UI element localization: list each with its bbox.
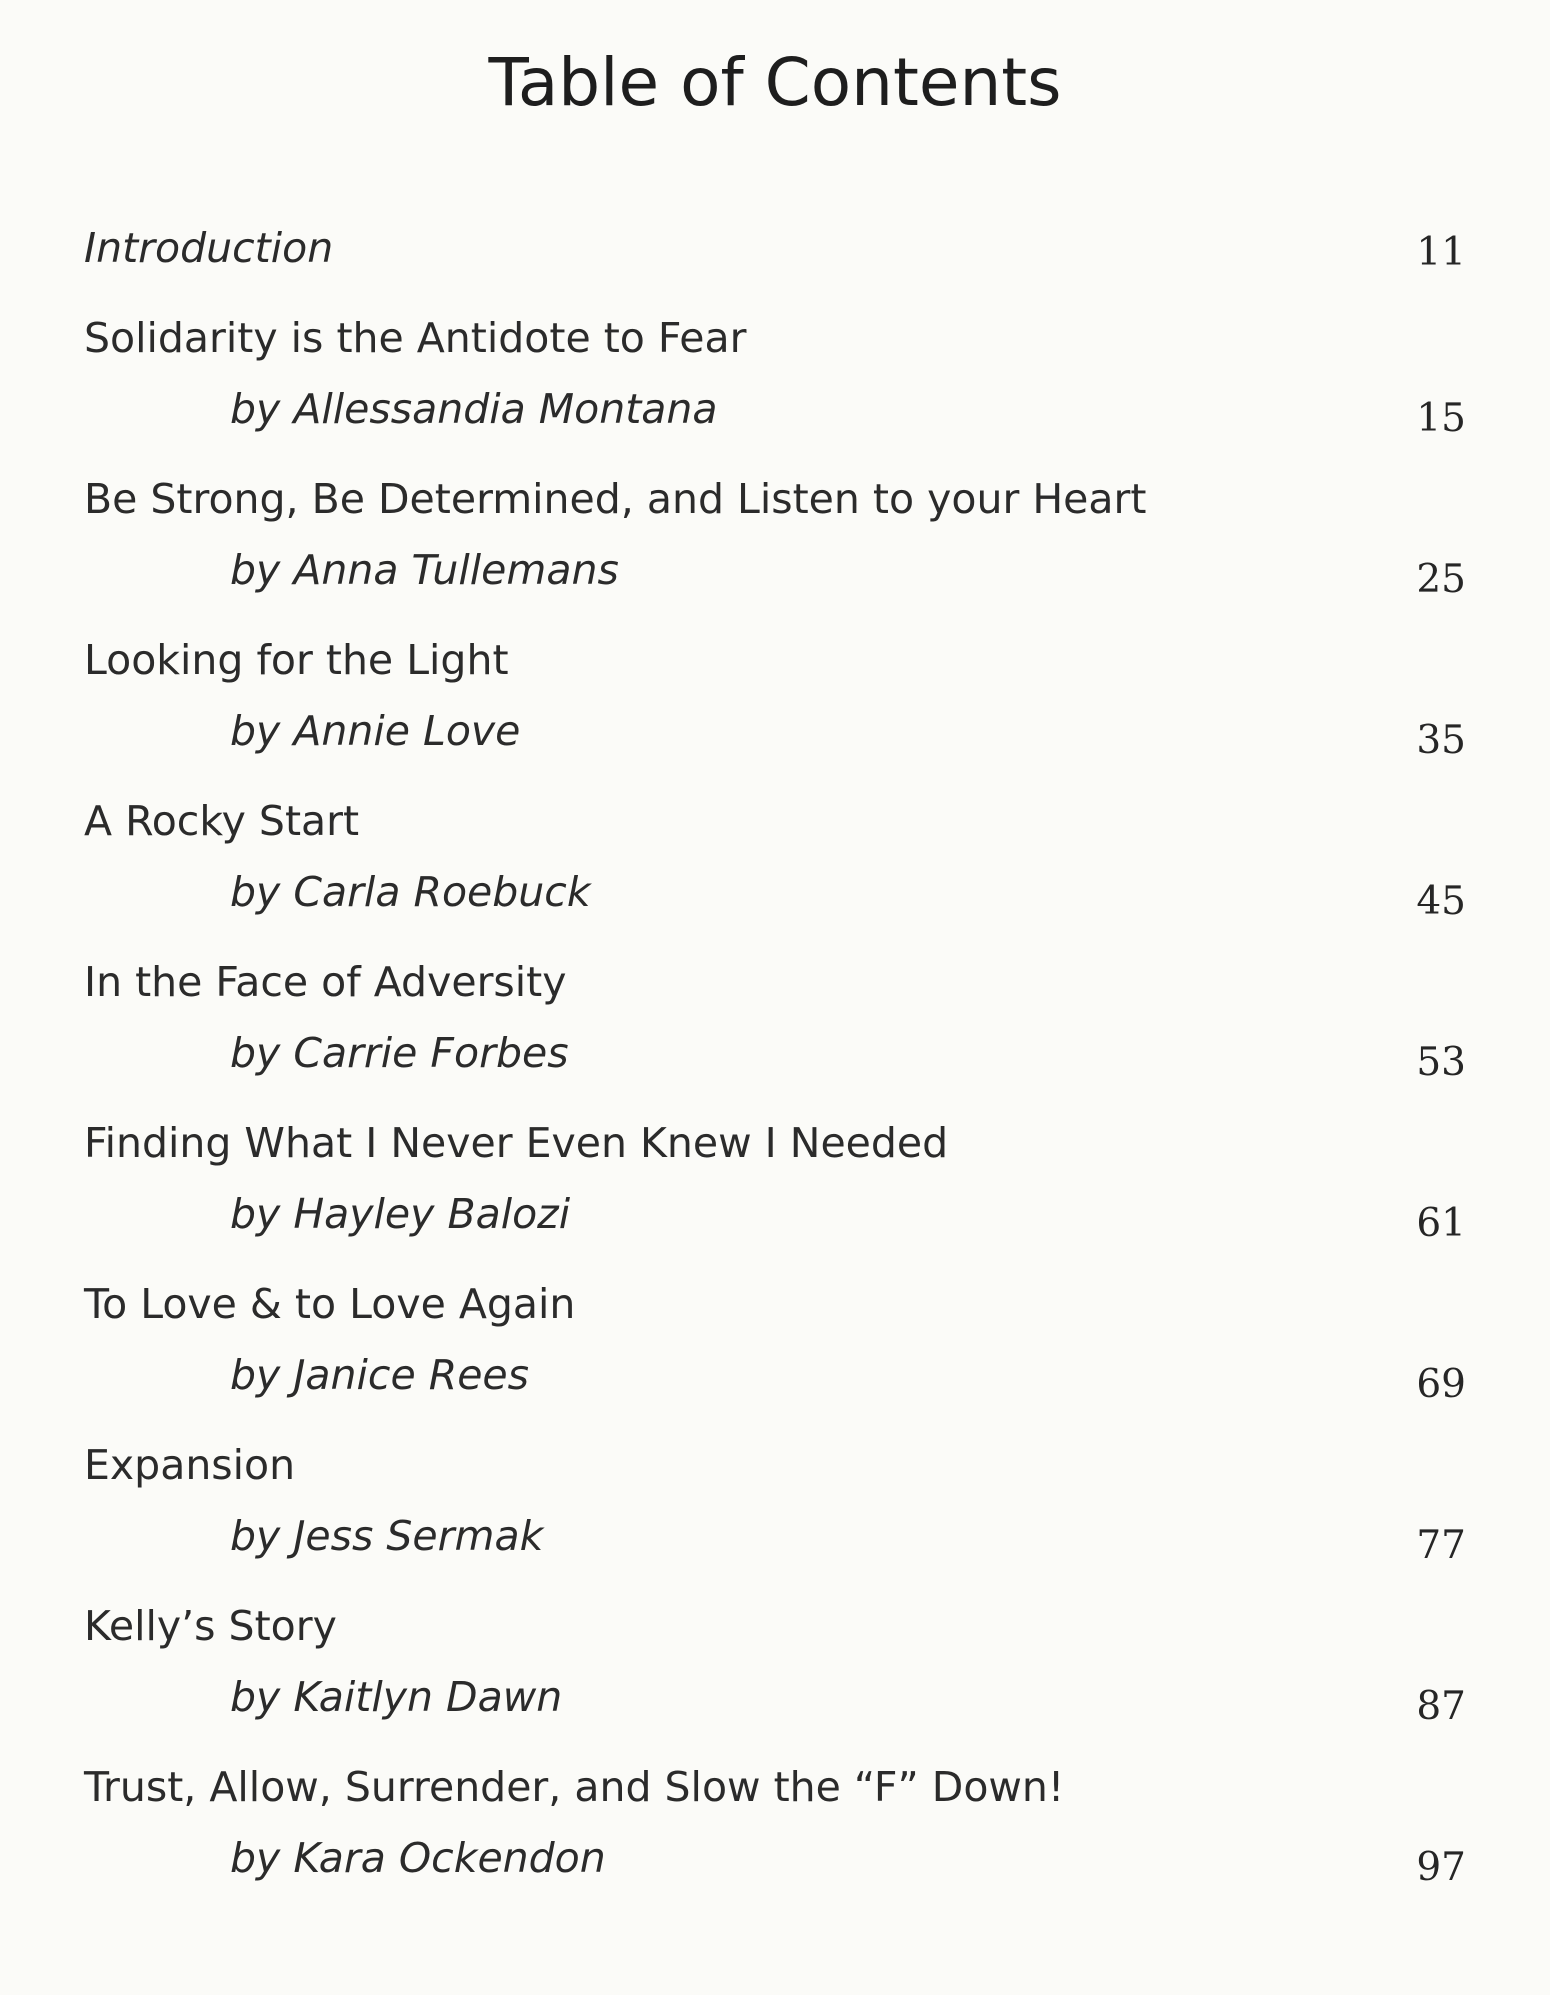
entry-author: by Hayley Balozi [230,1190,571,1238]
entry-title: Finding What I Never Even Knew I Needed [84,1119,949,1167]
toc-entry [84,1598,1466,1759]
page-number: 35 [1416,718,1466,763]
toc-entry [84,1759,1466,1920]
entry-author: by Carrie Forbes [230,1029,569,1077]
toc-entry [84,1437,1466,1598]
page-number: 69 [1416,1362,1466,1407]
toc-entry-introduction [84,218,1466,288]
toc-entries [84,310,1466,1920]
toc-entry [84,310,1466,471]
page-number: 53 [1416,1040,1466,1085]
entry-author: by Janice Rees [230,1351,530,1399]
entry-author: by Annie Love [230,707,521,755]
page-number: 87 [1416,1684,1466,1729]
entry-title: Kelly’s Story [84,1602,337,1650]
toc-entry [84,1276,1466,1437]
page-number: 45 [1416,879,1466,924]
entry-author: by Carla Roebuck [230,868,591,916]
page-number: 61 [1416,1201,1466,1246]
entry-title: Be Strong, Be Determined, and Listen to your Heart [84,475,1147,523]
toc-entry [84,793,1466,954]
page-title: Table of Contents [488,44,1062,121]
entry-title: In the Face of Adversity [84,958,567,1006]
page-number: 25 [1416,557,1466,602]
entry-title: Looking for the Light [84,636,509,684]
entry-title: Expansion [84,1441,296,1489]
toc-entry [84,1115,1466,1276]
page-number: 15 [1416,396,1466,441]
entry-author: by Allessandia Montana [230,385,718,433]
entry-title: Introduction [84,224,334,272]
entry-title: A Rocky Start [84,797,360,845]
page-number: 77 [1416,1523,1466,1568]
entry-title: Trust, Allow, Surrender, and Slow the “F” Down! [84,1763,1065,1811]
toc-entry [84,471,1466,632]
page-number: 11 [1416,230,1466,275]
toc-entry [84,954,1466,1115]
toc-entry [84,632,1466,793]
entry-author: by Kara Ockendon [230,1834,606,1882]
entry-author: by Kaitlyn Dawn [230,1673,563,1721]
entry-title: Solidarity is the Antidote to Fear [84,314,747,362]
entry-author: by Anna Tullemans [230,546,619,594]
page-number: 97 [1416,1845,1466,1890]
entry-title: To Love & to Love Again [84,1280,576,1328]
entry-author: by Jess Sermak [230,1512,544,1560]
